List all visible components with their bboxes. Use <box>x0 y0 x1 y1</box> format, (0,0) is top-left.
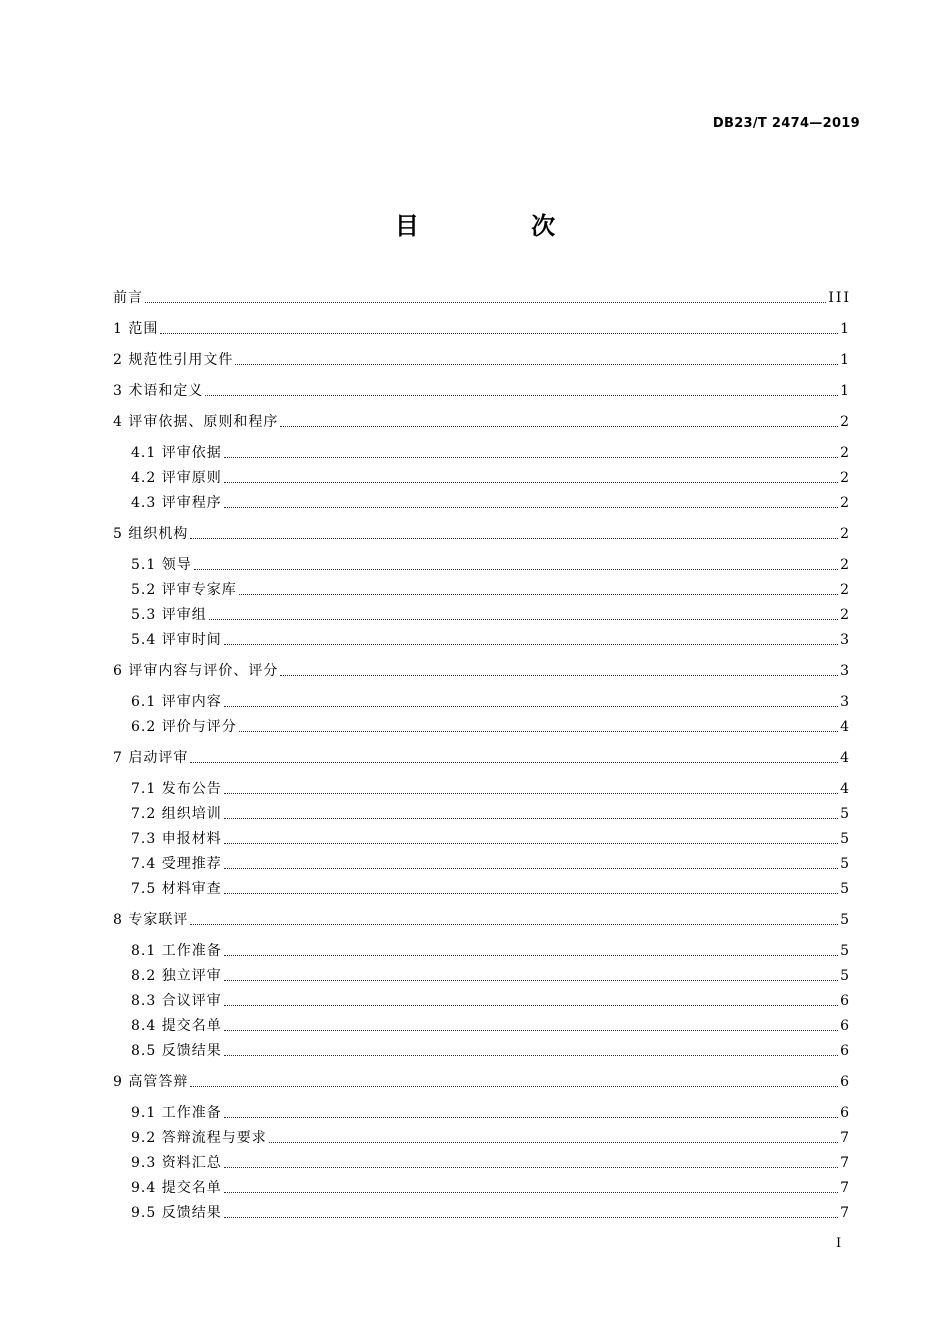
toc-entry[interactable] <box>131 1153 851 1173</box>
page-number: I <box>836 1236 842 1251</box>
toc-leader-dots <box>239 593 838 595</box>
toc-entry[interactable] <box>131 991 851 1011</box>
toc-entry-label: 5 组织机构 <box>113 526 189 542</box>
toc-leader-dots <box>224 1166 838 1168</box>
toc-entry-page: 5 <box>840 968 851 984</box>
toc-entry[interactable] <box>113 288 851 308</box>
toc-entry[interactable] <box>131 941 851 961</box>
toc-entry[interactable] <box>113 661 851 681</box>
toc-leader-dots <box>145 301 826 303</box>
toc-entry-label: 9.3 资料汇总 <box>131 1155 222 1171</box>
toc-entry-page: 5 <box>840 806 851 822</box>
toc-entry-page: 1 <box>840 383 851 399</box>
toc-title: 目 次 <box>394 212 608 240</box>
toc-entry-label: 6 评审内容与评价、评分 <box>113 663 279 679</box>
toc-leader-dots <box>280 674 838 676</box>
toc-entry-page: 2 <box>840 526 851 542</box>
toc-entry[interactable] <box>131 555 851 575</box>
toc-entry-label: 9.2 答辩流程与要求 <box>131 1130 267 1146</box>
toc-entry-label: 8 专家联评 <box>113 912 189 928</box>
toc-leader-dots <box>224 867 838 869</box>
toc-entry-label: 8.2 独立评审 <box>131 968 222 984</box>
toc-entry[interactable] <box>131 717 851 737</box>
toc-leader-dots <box>224 705 838 707</box>
toc-entry[interactable] <box>131 493 851 513</box>
toc-entry-label: 3 术语和定义 <box>113 383 204 399</box>
toc-entry-label: 5.2 评审专家库 <box>131 582 237 598</box>
toc-entry-page: 5 <box>840 881 851 897</box>
toc-entry[interactable] <box>113 412 851 432</box>
toc-leader-dots <box>224 1116 838 1118</box>
toc-entry[interactable] <box>131 1041 851 1061</box>
toc-entry[interactable] <box>131 1203 851 1223</box>
toc-entry-page: 1 <box>840 352 851 368</box>
toc-entry-label: 4 评审依据、原则和程序 <box>113 414 279 430</box>
toc-leader-dots <box>160 332 838 334</box>
toc-entry-page: 5 <box>840 831 851 847</box>
toc-entry[interactable] <box>131 966 851 986</box>
toc-entry[interactable] <box>113 350 851 370</box>
toc-entry-label: 5.3 评审组 <box>131 607 207 623</box>
toc-leader-dots <box>239 730 838 732</box>
toc-leader-dots <box>280 425 838 427</box>
toc-leader-dots <box>224 506 838 508</box>
toc-entry[interactable] <box>113 1072 851 1092</box>
toc-entry-page: 7 <box>840 1180 851 1196</box>
toc-entry[interactable] <box>131 692 851 712</box>
toc-entry-page: 3 <box>840 632 851 648</box>
toc-entry-label: 4.1 评审依据 <box>131 445 222 461</box>
toc-entry[interactable] <box>131 779 851 799</box>
toc-entry[interactable] <box>131 605 851 625</box>
toc-entry-label: 5.4 评审时间 <box>131 632 222 648</box>
toc-entry[interactable] <box>113 524 851 544</box>
toc-leader-dots <box>224 792 838 794</box>
toc-leader-dots <box>224 954 838 956</box>
toc-entry-label: 9.1 工作准备 <box>131 1105 222 1121</box>
toc-entry-label: 7 启动评审 <box>113 750 189 766</box>
toc-entry-label: 9.5 反馈结果 <box>131 1205 222 1221</box>
toc-entry-label: 6.2 评价与评分 <box>131 719 237 735</box>
toc-entry-page: 2 <box>840 414 851 430</box>
toc-entry-page: 7 <box>840 1155 851 1171</box>
toc-leader-dots <box>190 1085 838 1087</box>
toc-entry-page: 4 <box>840 719 851 735</box>
toc-leader-dots <box>224 842 838 844</box>
toc-entry-page: 5 <box>840 912 851 928</box>
toc-entry-label: 8.1 工作准备 <box>131 943 222 959</box>
toc-entry-label: 8.3 合议评审 <box>131 993 222 1009</box>
toc-entry-label: 前言 <box>113 290 143 306</box>
toc-leader-dots <box>224 1054 838 1056</box>
toc-leader-dots <box>224 817 838 819</box>
toc-entry-page: 4 <box>840 781 851 797</box>
toc-entry-page: 4 <box>840 750 851 766</box>
toc-entry[interactable] <box>131 468 851 488</box>
toc-entry-page: 6 <box>840 993 851 1009</box>
toc-entry-page: 3 <box>840 663 851 679</box>
toc-entry[interactable] <box>113 910 851 930</box>
toc-leader-dots <box>224 892 838 894</box>
toc-entry-label: 8.4 提交名单 <box>131 1018 222 1034</box>
toc-entry[interactable] <box>131 829 851 849</box>
toc-entry[interactable] <box>131 879 851 899</box>
toc-entry-page: 2 <box>840 445 851 461</box>
toc-entry-label: 7.1 发布公告 <box>131 781 222 797</box>
toc-leader-dots <box>224 456 838 458</box>
toc-leader-dots <box>224 1004 838 1006</box>
toc-leader-dots <box>209 618 838 620</box>
toc-entry-page: 6 <box>840 1043 851 1059</box>
toc-entry-label: 4.3 评审程序 <box>131 495 222 511</box>
toc-entry-label: 1 范围 <box>113 321 159 337</box>
toc-entry-label: 9.4 提交名单 <box>131 1180 222 1196</box>
toc-entry-page: 6 <box>840 1018 851 1034</box>
toc-leader-dots <box>190 537 838 539</box>
toc-entry-page: 6 <box>840 1105 851 1121</box>
toc-entry-page: 2 <box>840 582 851 598</box>
toc-entry-page: 7 <box>840 1205 851 1221</box>
toc-leader-dots <box>224 1029 838 1031</box>
toc-entry[interactable] <box>131 580 851 600</box>
toc-entry-page: 2 <box>840 607 851 623</box>
toc-entry[interactable] <box>131 854 851 874</box>
toc-entry[interactable] <box>131 630 851 650</box>
toc-leader-dots <box>269 1141 838 1143</box>
toc-entry[interactable] <box>113 319 851 339</box>
toc-leader-dots <box>190 923 838 925</box>
toc-entry-page: 6 <box>840 1074 851 1090</box>
toc-entry-page: 2 <box>840 470 851 486</box>
toc-entry-page: 2 <box>840 495 851 511</box>
toc-entry[interactable] <box>131 1178 851 1198</box>
toc-entry[interactable] <box>131 1103 851 1123</box>
toc-leader-dots <box>224 481 838 483</box>
toc-entry-label: 4.2 评审原则 <box>131 470 222 486</box>
toc-leader-dots <box>224 979 838 981</box>
toc-entry-label: 9 高管答辩 <box>113 1074 189 1090</box>
toc-leader-dots <box>224 1216 838 1218</box>
toc-entry[interactable] <box>131 443 851 463</box>
toc-entry-label: 2 规范性引用文件 <box>113 352 234 368</box>
toc-leader-dots <box>224 1191 838 1193</box>
toc-entry[interactable] <box>131 804 851 824</box>
toc-entry-page: 7 <box>840 1130 851 1146</box>
toc-leader-dots <box>194 568 838 570</box>
toc-entry-page: 5 <box>840 856 851 872</box>
toc-entry-label: 5.1 领导 <box>131 557 192 573</box>
toc-entry[interactable] <box>113 381 851 401</box>
toc-leader-dots <box>205 394 838 396</box>
toc-entry-page: 2 <box>840 557 851 573</box>
toc-entry-label: 7.5 材料审查 <box>131 881 222 897</box>
toc-entry-label: 8.5 反馈结果 <box>131 1043 222 1059</box>
toc-entry-page: 5 <box>840 943 851 959</box>
toc-entry-page: 3 <box>840 694 851 710</box>
toc-leader-dots <box>235 363 838 365</box>
toc-entry[interactable] <box>131 1016 851 1036</box>
toc-entry-label: 7.2 组织培训 <box>131 806 222 822</box>
toc-entry-page: III <box>828 290 851 306</box>
toc-entry-label: 6.1 评审内容 <box>131 694 222 710</box>
toc-leader-dots <box>190 761 838 763</box>
toc-entry-page: 1 <box>840 321 851 337</box>
toc-entry-label: 7.4 受理推荐 <box>131 856 222 872</box>
toc-leader-dots <box>224 643 838 645</box>
toc-entry[interactable] <box>113 748 851 768</box>
document-code: DB23/T 2474—2019 <box>712 116 860 131</box>
toc-entry[interactable] <box>131 1128 851 1148</box>
toc-entry-label: 7.3 申报材料 <box>131 831 222 847</box>
